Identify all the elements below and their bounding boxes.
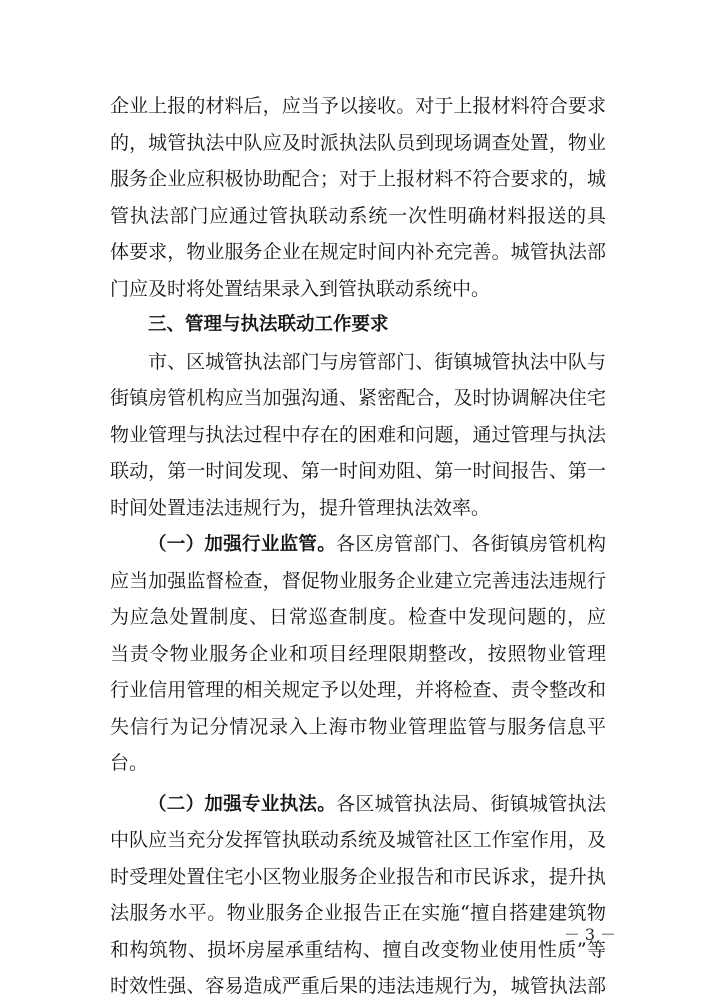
section-heading: 三、管理与执法联动工作要求 <box>148 314 389 335</box>
text-line: 时效性强、容易造成严重后果的违法违规行为，城管执法部 <box>110 975 606 997</box>
text-line: 为应急处置制度、日常巡查制度。检查中发现问题的，应 <box>110 606 606 628</box>
text-line: 市、区城管执法部门与房管部门、街镇城管执法中队与 <box>148 350 606 373</box>
body-text <box>110 88 606 1005</box>
item-text: 各区房管部门、各街镇房管机构 <box>336 533 606 555</box>
text-line: 物业管理与执法过程中存在的困难和问题，通过管理与执法 <box>110 423 606 446</box>
item-title: （一）加强行业监管。 <box>148 534 337 555</box>
page-number: － 3 － <box>563 925 617 944</box>
text-line <box>110 786 606 823</box>
text-line: 中队应当充分发挥管执联动系统及城管社区工作室作用，及 <box>110 829 606 851</box>
text-line: 法服务水平。物业服务企业报告正在实施“擅自搭建建筑物 <box>110 902 606 924</box>
text-line: 失信行为记分情况录入上海市物业管理监管与服务信息平 <box>110 715 606 738</box>
text-line <box>110 526 606 563</box>
text-line: 门应及时将处置结果录入到管执联动系统中。 <box>110 277 491 300</box>
text-line: 企业上报的材料后，应当予以接收。对于上报材料符合要求 <box>110 95 606 117</box>
item-text: 各区城管执法局、街镇城管执法 <box>336 792 606 815</box>
paragraph <box>110 88 606 307</box>
text-line: 当责令物业服务企业和项目经理限期整改，按照物业管理 <box>110 642 606 665</box>
paragraph <box>110 786 606 1005</box>
item-title: （二）加强专业执法。 <box>148 793 337 815</box>
paragraph <box>110 526 606 782</box>
paragraph <box>110 344 606 527</box>
text-line: 联动，第一时间发现、第一时间劝阻、第一时间报告、第一 <box>110 460 606 482</box>
text-line: 体要求，物业服务企业在规定时间内补充完善。城管执法部 <box>110 241 606 263</box>
text-line: 街镇房管机构应当加强沟通、紧密配合，及时协调解决住宅 <box>110 387 606 409</box>
text-line: 的，城管执法中队应及时派执法队员到现场调查处置，物业 <box>110 131 606 154</box>
text-line: 行业信用管理的相关规定予以处理，并将检查、责令整改和 <box>110 679 606 701</box>
text-line: 台。 <box>110 752 149 774</box>
text-line: 时间处置违法违规行为，提升管理执法效率。 <box>110 496 491 519</box>
text-line: 应当加强监督检查，督促物业服务企业建立完善违法违规行 <box>110 569 606 592</box>
text-line: 管执法部门应通过管执联动系统一次性明确材料报送的具 <box>110 204 606 227</box>
text-line: 和构筑物、损坏房屋承重结构、擅自改变物业使用性质”等 <box>110 938 606 961</box>
text-line: 服务企业应积极协助配合；对于上报材料不符合要求的，城 <box>110 168 606 190</box>
text-line: 时受理处置住宅小区物业服务企业报告和市民诉求，提升执 <box>110 865 606 888</box>
